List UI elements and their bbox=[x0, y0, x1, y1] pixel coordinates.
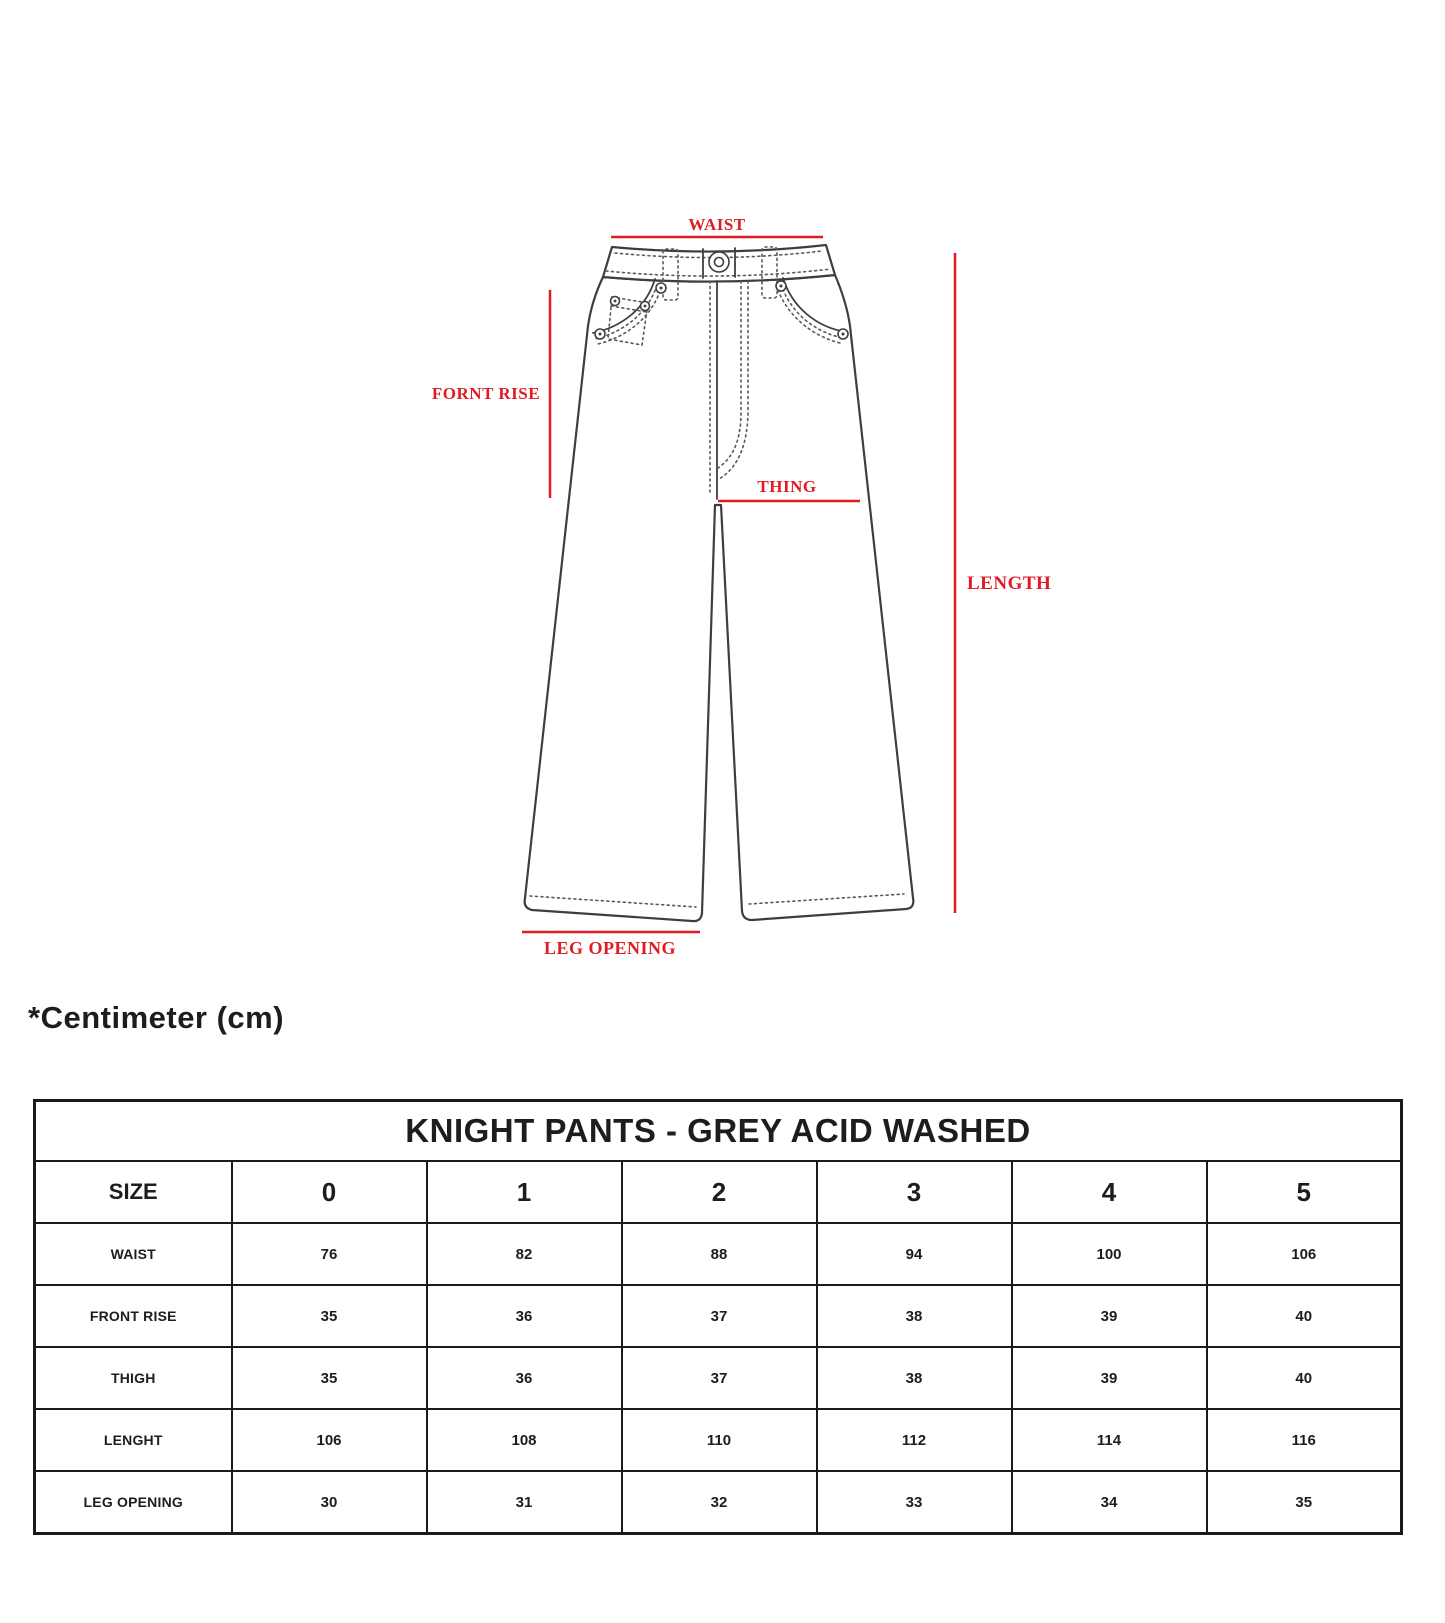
table-row-leg-opening bbox=[35, 1471, 1402, 1534]
cell-leg-opening-0: 30 bbox=[232, 1471, 427, 1534]
row-label-waist: WAIST bbox=[35, 1223, 232, 1285]
size-header-row bbox=[35, 1161, 1402, 1223]
cell-lenght-4: 114 bbox=[1012, 1409, 1207, 1471]
cell-thigh-1: 36 bbox=[427, 1347, 622, 1409]
size-value-1: 1 bbox=[427, 1161, 622, 1223]
row-label-thigh: THIGH bbox=[35, 1347, 232, 1409]
table-row-front-rise bbox=[35, 1285, 1402, 1347]
cell-front-rise-1: 36 bbox=[427, 1285, 622, 1347]
cell-front-rise-5: 40 bbox=[1207, 1285, 1402, 1347]
length-label: LENGTH bbox=[967, 573, 1052, 594]
row-label-leg-opening: LEG OPENING bbox=[35, 1471, 232, 1534]
row-label-lenght: LENGHT bbox=[35, 1409, 232, 1471]
cell-front-rise-0: 35 bbox=[232, 1285, 427, 1347]
table-title: KNIGHT PANTS - GREY ACID WASHED bbox=[35, 1101, 1402, 1162]
cell-thigh-0: 35 bbox=[232, 1347, 427, 1409]
cell-front-rise-3: 38 bbox=[817, 1285, 1012, 1347]
unit-note: *Centimeter (cm) bbox=[28, 1000, 285, 1035]
cell-thigh-4: 39 bbox=[1012, 1347, 1207, 1409]
cell-thigh-3: 38 bbox=[817, 1347, 1012, 1409]
cell-waist-4: 100 bbox=[1012, 1223, 1207, 1285]
size-header-label: SIZE bbox=[35, 1161, 232, 1223]
pants-sketch bbox=[525, 245, 914, 921]
waist-label: WAIST bbox=[688, 215, 746, 234]
cell-lenght-2: 110 bbox=[622, 1409, 817, 1471]
table-row-lenght bbox=[35, 1409, 1402, 1471]
cell-waist-0: 76 bbox=[232, 1223, 427, 1285]
front-rise-label: FORNT RISE bbox=[431, 384, 541, 403]
cell-leg-opening-1: 31 bbox=[427, 1471, 622, 1534]
size-value-3: 3 bbox=[817, 1161, 1012, 1223]
cell-lenght-3: 112 bbox=[817, 1409, 1012, 1471]
cell-waist-2: 88 bbox=[622, 1223, 817, 1285]
table-row-thigh bbox=[35, 1347, 1402, 1409]
cell-lenght-0: 106 bbox=[232, 1409, 427, 1471]
row-label-front-rise: FRONT RISE bbox=[35, 1285, 232, 1347]
cell-lenght-5: 116 bbox=[1207, 1409, 1402, 1471]
cell-front-rise-4: 39 bbox=[1012, 1285, 1207, 1347]
pants-body-outline bbox=[525, 275, 914, 921]
table-row-waist bbox=[35, 1223, 1402, 1285]
cell-waist-5: 106 bbox=[1207, 1223, 1402, 1285]
thigh-label: THING bbox=[757, 477, 817, 496]
size-value-2: 2 bbox=[622, 1161, 817, 1223]
size-chart-table bbox=[33, 1099, 1403, 1535]
cell-front-rise-2: 37 bbox=[622, 1285, 817, 1347]
cell-thigh-5: 40 bbox=[1207, 1347, 1402, 1409]
cell-leg-opening-3: 33 bbox=[817, 1471, 1012, 1534]
cell-waist-3: 94 bbox=[817, 1223, 1012, 1285]
size-value-5: 5 bbox=[1207, 1161, 1402, 1223]
size-value-4: 4 bbox=[1012, 1161, 1207, 1223]
cell-leg-opening-5: 35 bbox=[1207, 1471, 1402, 1534]
size-value-0: 0 bbox=[232, 1161, 427, 1223]
cell-thigh-2: 37 bbox=[622, 1347, 817, 1409]
cell-leg-opening-4: 34 bbox=[1012, 1471, 1207, 1534]
cell-waist-1: 82 bbox=[427, 1223, 622, 1285]
table-title-row bbox=[35, 1101, 1402, 1162]
leg-opening-label: LEG OPENING bbox=[543, 938, 677, 958]
cell-lenght-1: 108 bbox=[427, 1409, 622, 1471]
cell-leg-opening-2: 32 bbox=[622, 1471, 817, 1534]
